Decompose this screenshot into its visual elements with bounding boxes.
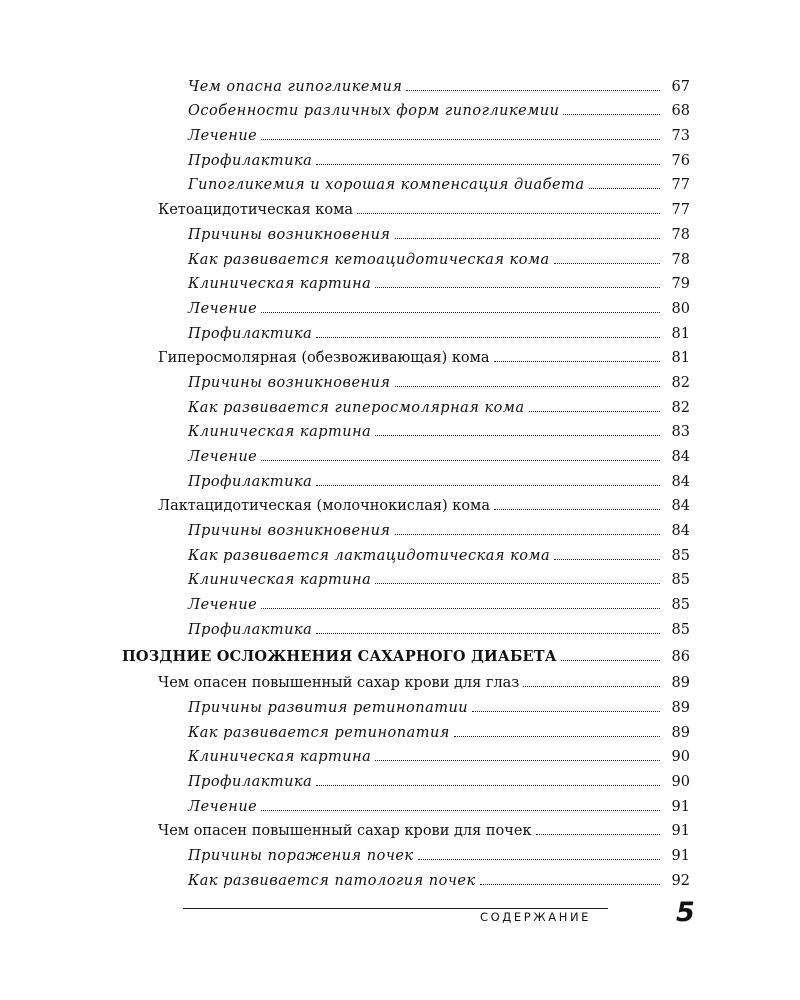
toc-entry-page: 84 bbox=[671, 449, 690, 465]
dot-leader bbox=[494, 509, 660, 510]
dot-leader bbox=[375, 760, 660, 761]
toc-entry-title: Причины возникновения bbox=[188, 226, 391, 243]
toc-subsection bbox=[0, 616, 800, 641]
toc-entry-page: 67 bbox=[671, 78, 690, 95]
dot-leader bbox=[261, 312, 660, 313]
dot-leader bbox=[529, 411, 660, 412]
footer-rule bbox=[183, 908, 608, 909]
toc-entry-page: 85 bbox=[671, 572, 690, 589]
toc-entry-title: Профилактика bbox=[188, 152, 313, 169]
dot-leader bbox=[494, 361, 660, 362]
toc-entry-page: 84 bbox=[671, 523, 690, 540]
dot-leader bbox=[261, 139, 660, 140]
toc-subsection bbox=[0, 172, 800, 197]
dot-leader bbox=[375, 583, 660, 584]
running-footer-label: СОДЕРЖАНИЕ bbox=[480, 910, 592, 924]
dot-leader bbox=[261, 608, 660, 609]
toc-entry-title: Чем опасен повышенный сахар крови для почек bbox=[158, 823, 532, 840]
toc-entry-title: Причины возникновения bbox=[188, 523, 391, 540]
dot-leader bbox=[395, 534, 660, 535]
toc-entry-page: 81 bbox=[671, 350, 690, 367]
toc-entry-page: 91 bbox=[671, 823, 690, 840]
toc-entry-page: 78 bbox=[671, 251, 690, 268]
toc-entry-page: 81 bbox=[671, 325, 690, 342]
dot-leader bbox=[261, 460, 660, 461]
toc-entry-title: Кетоацидотическая кома bbox=[158, 202, 353, 219]
toc-subsection bbox=[0, 295, 800, 320]
toc-subsection bbox=[0, 744, 800, 769]
dot-leader bbox=[316, 633, 660, 634]
dot-leader bbox=[316, 164, 660, 165]
dot-leader bbox=[480, 884, 660, 885]
toc-entry-page: 79 bbox=[671, 276, 690, 293]
toc-entry-title: Клиническая картина bbox=[188, 572, 372, 589]
toc-entry-title: Причины развития ретинопатии bbox=[188, 699, 469, 716]
toc-entry-title: Лечение bbox=[188, 798, 258, 815]
dot-leader bbox=[395, 238, 660, 239]
toc-entry-page: 85 bbox=[671, 621, 690, 638]
toc-entry-title: Профилактика bbox=[188, 621, 313, 638]
toc-entry-page: 85 bbox=[671, 547, 690, 564]
toc-entry-title: Клиническая картина bbox=[188, 424, 372, 441]
toc-entry-title: Как развивается патология почек bbox=[188, 872, 476, 889]
toc-entry-page: 92 bbox=[671, 872, 690, 889]
toc-subsection bbox=[0, 468, 800, 493]
toc-entry-title: Как развивается гиперосмолярная кома bbox=[188, 399, 525, 416]
toc-subsection bbox=[0, 768, 800, 793]
toc-subsection bbox=[0, 719, 800, 744]
toc-entry-title: Чем опасна гипогликемия bbox=[188, 78, 403, 95]
dot-leader bbox=[357, 213, 660, 214]
toc-entry-page: 76 bbox=[671, 152, 690, 169]
toc-section bbox=[0, 345, 800, 370]
toc-entry-title: Особенности различных форм гипогликемии bbox=[188, 103, 560, 120]
toc-entry-page: 82 bbox=[671, 399, 690, 416]
toc-entry-title: Гипогликемия и хорошая компенсация диабета bbox=[188, 177, 585, 194]
dot-leader bbox=[375, 435, 660, 436]
dot-leader bbox=[536, 834, 660, 835]
toc-entry-title: Как развивается кетоацидотическая кома bbox=[188, 251, 550, 268]
toc-subsection bbox=[0, 542, 800, 567]
dot-leader bbox=[316, 337, 660, 338]
toc-entry-title: Профилактика bbox=[188, 325, 313, 342]
toc-entry-page: 83 bbox=[671, 424, 690, 441]
toc-subsection bbox=[0, 517, 800, 542]
dot-leader bbox=[554, 559, 660, 560]
toc-entry-title: Лечение bbox=[188, 300, 258, 317]
dot-leader bbox=[261, 810, 660, 811]
toc-entry-title: Лечение bbox=[188, 597, 258, 614]
toc-entry-page: 82 bbox=[671, 374, 690, 391]
toc-entry-title: Клиническая картина bbox=[188, 276, 372, 293]
dot-leader bbox=[316, 785, 660, 786]
toc-subsection bbox=[0, 394, 800, 419]
toc-subsection bbox=[0, 419, 800, 444]
dot-leader bbox=[523, 686, 660, 687]
dot-leader bbox=[316, 485, 660, 486]
dot-leader bbox=[589, 188, 661, 189]
toc-subsection bbox=[0, 867, 800, 892]
toc-entry-title: Профилактика bbox=[188, 473, 313, 490]
toc-entry-title: Причины поражения почек bbox=[188, 848, 414, 864]
toc-entry-title: Гиперосмолярная (обезвоживающая) кома bbox=[158, 350, 490, 367]
toc-chapter bbox=[0, 643, 800, 668]
toc-subsection bbox=[0, 369, 800, 394]
dot-leader bbox=[561, 660, 660, 661]
toc-subsection bbox=[0, 694, 800, 719]
toc-entry-title: Чем опасен повышенный сахар крови для глаз bbox=[158, 675, 520, 692]
toc-entry-page: 90 bbox=[671, 773, 690, 790]
toc-entry-page: 80 bbox=[671, 300, 690, 317]
toc-entry-page: 85 bbox=[671, 597, 690, 614]
toc-entry-title: ПОЗДНИЕ ОСЛОЖНЕНИЯ САХАРНОГО ДИАБЕТА bbox=[122, 647, 557, 665]
toc-subsection bbox=[0, 122, 800, 147]
toc-entry-title: Лактацидотическая (молочнокислая) кома bbox=[158, 498, 490, 515]
toc-entry-title: Лечение bbox=[188, 128, 258, 145]
page-number: 5 bbox=[676, 897, 695, 928]
dot-leader bbox=[418, 859, 660, 860]
toc-entry-page: 84 bbox=[671, 473, 690, 490]
toc-subsection bbox=[0, 246, 800, 271]
toc-entry-page: 91 bbox=[671, 848, 690, 864]
toc-entry-title: Причины возникновения bbox=[188, 374, 391, 391]
toc-entry-page: 86 bbox=[671, 648, 690, 665]
dot-leader bbox=[554, 263, 660, 264]
toc-entry-page: 84 bbox=[671, 498, 690, 515]
toc-entry-title: Лечение bbox=[188, 449, 258, 465]
table-of-contents bbox=[0, 73, 800, 892]
toc-subsection bbox=[0, 443, 800, 468]
dot-leader bbox=[395, 386, 660, 387]
dot-leader bbox=[406, 90, 660, 91]
toc-entry-title: Клиническая картина bbox=[188, 749, 372, 766]
toc-subsection bbox=[0, 793, 800, 818]
toc-entry-page: 89 bbox=[671, 675, 690, 692]
toc-entry-page: 73 bbox=[671, 128, 690, 145]
toc-entry-page: 77 bbox=[671, 202, 690, 219]
toc-section bbox=[0, 818, 800, 843]
toc-entry-title: Как развивается ретинопатия bbox=[188, 724, 450, 741]
toc-entry-title: Как развивается лактацидотическая кома bbox=[188, 547, 551, 564]
toc-subsection bbox=[0, 591, 800, 616]
toc-entry-page: 90 bbox=[671, 749, 690, 766]
toc-entry-title: Профилактика bbox=[188, 773, 313, 790]
toc-entry-page: 91 bbox=[671, 798, 690, 815]
toc-entry-page: 89 bbox=[671, 699, 690, 716]
toc-section bbox=[0, 493, 800, 518]
toc-entry-page: 78 bbox=[671, 226, 690, 243]
toc-subsection bbox=[0, 320, 800, 345]
dot-leader bbox=[454, 736, 660, 737]
toc-subsection bbox=[0, 73, 800, 98]
toc-subsection bbox=[0, 842, 800, 867]
toc-section bbox=[0, 670, 800, 695]
toc-subsection bbox=[0, 271, 800, 296]
toc-entry-page: 89 bbox=[671, 724, 690, 741]
dot-leader bbox=[563, 114, 660, 115]
toc-entry-page: 68 bbox=[671, 103, 690, 120]
toc-subsection bbox=[0, 221, 800, 246]
dot-leader bbox=[472, 711, 660, 712]
toc-subsection bbox=[0, 147, 800, 172]
toc-subsection bbox=[0, 567, 800, 592]
toc-subsection bbox=[0, 98, 800, 123]
dot-leader bbox=[375, 287, 660, 288]
toc-section bbox=[0, 196, 800, 221]
toc-entry-page: 77 bbox=[671, 177, 690, 194]
